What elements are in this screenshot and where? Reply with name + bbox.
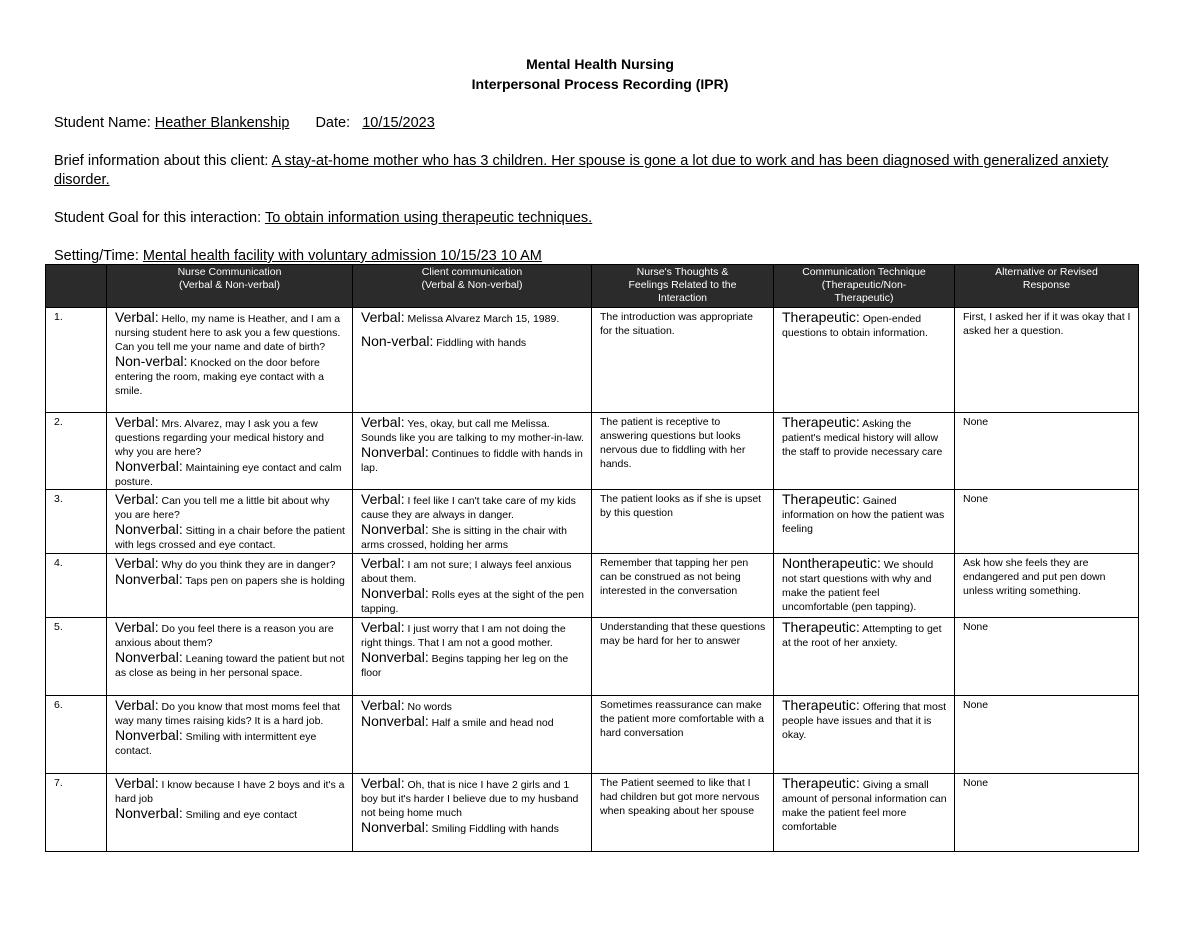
client-nonverbal-label: Nonverbal:: [361, 444, 429, 460]
nurse-nonverbal: [115, 650, 345, 680]
nurse-verbal-text: Mrs. Alvarez, may I ask you a few questions regarding your medical history and why you are here?: [115, 418, 324, 458]
client-verbal: [361, 492, 584, 522]
nurse-communication-cell: [107, 696, 353, 774]
client-nonverbal-label: Non-verbal:: [361, 333, 434, 349]
communication-technique-cell: [774, 696, 955, 774]
table-row: [46, 308, 1139, 413]
alternative-response-cell: None: [955, 490, 1139, 554]
nurse-nonverbal: [115, 572, 345, 588]
nurse-verbal: [115, 620, 345, 650]
nurse-verbal-text: I know because I have 2 boys and it's a hard job: [115, 779, 345, 805]
communication-technique-cell: [774, 308, 955, 413]
technique-label: Therapeutic:: [782, 414, 860, 430]
client-verbal-text: Oh, that is nice I have 2 girls and 1 boy but it's harder I believe due to my husband not being home much: [361, 779, 579, 819]
nurse-verbal-text: Do you feel there is a reason you are anxious about them?: [115, 623, 334, 649]
table-row: [46, 696, 1139, 774]
client-nonverbal: [361, 334, 584, 350]
client-verbal: [361, 620, 584, 650]
client-nonverbal-label: Nonverbal:: [361, 819, 429, 835]
technique-label: Therapeutic:: [782, 309, 860, 325]
nurse-nonverbal-text: Sitting in a chair before the patient with legs crossed and eye contact.: [115, 525, 345, 551]
nurse-nonverbal: [115, 522, 345, 552]
nurse-nonverbal-label: Nonverbal:: [115, 521, 183, 537]
nurse-verbal: [115, 776, 345, 806]
nurse-verbal: [115, 556, 345, 572]
nurse-verbal: [115, 415, 345, 459]
nurse-nonverbal-label: Nonverbal:: [115, 458, 183, 474]
nurse-nonverbal-label: Non-verbal:: [115, 353, 188, 369]
client-nonverbal: [361, 650, 584, 680]
communication-technique-cell: [774, 413, 955, 490]
table-row: [46, 774, 1139, 852]
alternative-response-cell: None: [955, 774, 1139, 852]
table-row: [46, 413, 1139, 490]
nurse-communication-cell: [107, 490, 353, 554]
student-line: [54, 115, 435, 131]
setting-time-value: Mental health facility with voluntary admission 10/15/23 10 AM: [142, 248, 542, 264]
alternative-response-cell: First, I asked her if it was okay that I asked her a question.: [955, 308, 1139, 413]
header-nurse-thoughts: Nurse's Thoughts & Feelings Related to the Interaction: [592, 265, 774, 308]
client-nonverbal-label: Nonverbal:: [361, 649, 429, 665]
alternative-response-cell: Ask how she feels they are endangered and put pen down unless writing something.: [955, 554, 1139, 618]
nurse-nonverbal-text: Smiling and eye contact: [182, 809, 298, 821]
table-row: [46, 618, 1139, 696]
nurse-verbal: [115, 310, 345, 354]
header-alternative-response: Alternative or Revised Response: [955, 265, 1139, 308]
setting-time-line: [54, 248, 542, 264]
nurse-communication-cell: [107, 554, 353, 618]
client-verbal-label: Verbal:: [361, 491, 405, 507]
nurse-verbal: [115, 492, 345, 522]
client-verbal: [361, 776, 584, 820]
nurse-nonverbal-text: Leaning toward the patient but not as close as being in her personal space.: [115, 653, 345, 679]
nurse-thoughts-cell: Remember that tapping her pen can be construed as not being interested in the conversation: [592, 554, 774, 618]
nurse-verbal-text: Do you know that most moms feel that way many times raising kids? It is a hard job.: [115, 701, 341, 727]
client-communication-cell: [353, 696, 592, 774]
row-number: 5.: [46, 618, 107, 696]
nurse-nonverbal: [115, 806, 345, 822]
client-nonverbal-text: Smiling Fiddling with hands: [428, 823, 559, 835]
row-number: 4.: [46, 554, 107, 618]
client-nonverbal-text: Continues to fiddle with hands in lap.: [361, 448, 583, 474]
client-nonverbal-text: She is sitting in the chair with arms crossed, holding her arms: [361, 525, 568, 551]
client-verbal-label: Verbal:: [361, 619, 405, 635]
nurse-verbal-label: Verbal:: [115, 775, 159, 791]
client-nonverbal-text: Fiddling with hands: [433, 337, 527, 349]
technique: [782, 556, 947, 614]
client-nonverbal-label: Nonverbal:: [361, 585, 429, 601]
nurse-verbal-text: Why do you think they are in danger?: [158, 559, 336, 571]
client-communication-cell: [353, 554, 592, 618]
nurse-verbal-label: Verbal:: [115, 555, 159, 571]
client-nonverbal-label: Nonverbal:: [361, 521, 429, 537]
nurse-thoughts-cell: The patient looks as if she is upset by this question: [592, 490, 774, 554]
client-communication-cell: [353, 308, 592, 413]
nurse-verbal-label: Verbal:: [115, 697, 159, 713]
communication-technique-cell: [774, 490, 955, 554]
client-verbal-label: Verbal:: [361, 775, 405, 791]
client-nonverbal-text: Half a smile and head nod: [428, 717, 554, 729]
nurse-nonverbal: [115, 459, 345, 489]
nurse-communication-cell: [107, 618, 353, 696]
date-value: 10/15/2023: [362, 115, 435, 131]
technique-label: Nontherapeutic:: [782, 555, 881, 571]
client-verbal-text: I feel like I can't take care of my kids cause they are always in danger.: [361, 495, 576, 521]
header-communication-technique: Communication Technique (Therapeutic/Non- Therapeutic): [774, 265, 955, 308]
client-verbal-label: Verbal:: [361, 555, 405, 571]
row-number: 1.: [46, 308, 107, 413]
header-client-communication: Client communication (Verbal & Non-verbal): [353, 265, 592, 308]
client-nonverbal: [361, 714, 584, 730]
nurse-communication-cell: [107, 308, 353, 413]
nurse-thoughts-cell: The patient is receptive to answering questions but looks nervous due to fiddling with her hands.: [592, 413, 774, 490]
client-verbal: [361, 415, 584, 445]
row-number: 2.: [46, 413, 107, 490]
student-goal-line: [54, 210, 592, 226]
client-nonverbal-text: Rolls eyes at the sight of the pen tapping.: [361, 589, 584, 615]
row-number: 3.: [46, 490, 107, 554]
nurse-verbal-label: Verbal:: [115, 309, 159, 325]
alternative-response-cell: None: [955, 413, 1139, 490]
client-communication-cell: [353, 618, 592, 696]
client-verbal-label: Verbal:: [361, 697, 405, 713]
table-row: [46, 554, 1139, 618]
setting-time-label: Setting/Time:: [54, 248, 139, 264]
student-goal-label: Student Goal for this interaction:: [54, 210, 262, 226]
client-nonverbal: [361, 820, 584, 836]
nurse-verbal-label: Verbal:: [115, 619, 159, 635]
client-verbal-text: I just worry that I am not doing the right things. That I am not a good mother.: [361, 623, 566, 649]
student-name-value: Heather Blankenship: [154, 115, 290, 131]
nurse-nonverbal-label: Nonverbal:: [115, 727, 183, 743]
technique: [782, 492, 947, 536]
client-communication-cell: [353, 774, 592, 852]
brief-info-label: Brief information about this client:: [54, 153, 269, 169]
student-goal-value: To obtain information using therapeutic techniques.: [264, 210, 593, 226]
header-nurse-communication: Nurse Communication (Verbal & Non-verbal): [107, 265, 353, 308]
table-body: [46, 308, 1139, 852]
client-nonverbal: [361, 445, 584, 475]
document-title: Mental Health Nursing: [526, 56, 674, 72]
technique-label: Therapeutic:: [782, 775, 860, 791]
nurse-nonverbal-label: Nonverbal:: [115, 571, 183, 587]
client-communication-cell: [353, 413, 592, 490]
client-verbal-text: Yes, okay, but call me Melissa. Sounds like you are talking to my mother-in-law.: [361, 418, 584, 444]
nurse-thoughts-cell: Sometimes reassurance can make the patient more comfortable with a hard conversation: [592, 696, 774, 774]
nurse-thoughts-cell: Understanding that these questions may be hard for her to answer: [592, 618, 774, 696]
technique: [782, 310, 947, 340]
client-verbal: [361, 698, 584, 714]
nurse-nonverbal: [115, 354, 345, 398]
nurse-nonverbal-label: Nonverbal:: [115, 805, 183, 821]
client-verbal-label: Verbal:: [361, 309, 405, 325]
client-nonverbal: [361, 522, 584, 552]
technique: [782, 776, 947, 834]
communication-technique-cell: [774, 554, 955, 618]
technique-text: Offering that most people have issues and that it is okay.: [782, 701, 947, 741]
nurse-nonverbal-text: Taps pen on papers she is holding: [182, 575, 345, 587]
client-verbal: [361, 556, 584, 586]
technique: [782, 698, 947, 742]
technique-label: Therapeutic:: [782, 491, 860, 507]
row-number: 7.: [46, 774, 107, 852]
table-header-row: [46, 265, 1139, 308]
document-subtitle: Interpersonal Process Recording (IPR): [471, 76, 729, 92]
technique-text: Attempting to get at the root of her anxiety.: [782, 623, 942, 649]
nurse-nonverbal-label: Nonverbal:: [115, 649, 183, 665]
technique-text: Asking the patient's medical history will allow the staff to provide necessary care: [782, 418, 943, 458]
table-row: [46, 490, 1139, 554]
technique-text: Open-ended questions to obtain information.: [782, 313, 928, 339]
nurse-thoughts-cell: The introduction was appropriate for the situation.: [592, 308, 774, 413]
nurse-nonverbal-text: Smiling with intermittent eye contact.: [115, 731, 317, 757]
row-number: 6.: [46, 696, 107, 774]
ipr-table: [45, 264, 1139, 852]
alternative-response-cell: None: [955, 696, 1139, 774]
client-verbal-text: I am not sure; I always feel anxious about them.: [361, 559, 572, 585]
communication-technique-cell: [774, 618, 955, 696]
date-label: Date:: [315, 115, 351, 131]
brief-info-line: [54, 152, 1134, 190]
nurse-verbal: [115, 698, 345, 728]
nurse-nonverbal-text: Maintaining eye contact and calm posture.: [115, 462, 342, 488]
nurse-verbal-text: Can you tell me a little bit about why you are here?: [115, 495, 330, 521]
technique-label: Therapeutic:: [782, 619, 860, 635]
nurse-verbal-label: Verbal:: [115, 491, 159, 507]
brief-info-value: A stay-at-home mother who has 3 children. Her spouse is gone a lot due to work and has been diagnosed with generalized anxiety disorder.: [54, 153, 1109, 188]
client-verbal-text: Melissa Alvarez March 15, 1989.: [404, 313, 560, 325]
technique-text: We should not start questions with why and make the patient feel uncomfortable (pen tapping).: [782, 559, 934, 613]
technique: [782, 620, 947, 650]
alternative-response-cell: None: [955, 618, 1139, 696]
nurse-nonverbal-text: Knocked on the door before entering the room, making eye contact with a smile.: [115, 357, 324, 397]
client-verbal: [361, 310, 584, 326]
technique-text: Gained information on how the patient was feeling: [782, 495, 945, 535]
technique: [782, 415, 947, 459]
nurse-communication-cell: [107, 774, 353, 852]
communication-technique-cell: [774, 774, 955, 852]
technique-text: Giving a small amount of personal information can make the patient feel more comfortable: [782, 779, 947, 833]
client-nonverbal-label: Nonverbal:: [361, 713, 429, 729]
header-number: [46, 265, 107, 308]
student-name-label: Student Name:: [54, 115, 151, 131]
client-nonverbal-text: Begins tapping her leg on the floor: [361, 653, 569, 679]
client-verbal-label: Verbal:: [361, 414, 405, 430]
client-verbal-text: No words: [404, 701, 452, 713]
client-communication-cell: [353, 490, 592, 554]
client-nonverbal: [361, 586, 584, 616]
nurse-verbal-text: Hello, my name is Heather, and I am a nursing student here to ask you a few questions. Can you tell me your name and date of birth?: [115, 313, 341, 353]
nurse-verbal-label: Verbal:: [115, 414, 159, 430]
nurse-nonverbal: [115, 728, 345, 758]
technique-label: Therapeutic:: [782, 697, 860, 713]
nurse-communication-cell: [107, 413, 353, 490]
nurse-thoughts-cell: The Patient seemed to like that I had children but got more nervous when speaking about her spouse: [592, 774, 774, 852]
